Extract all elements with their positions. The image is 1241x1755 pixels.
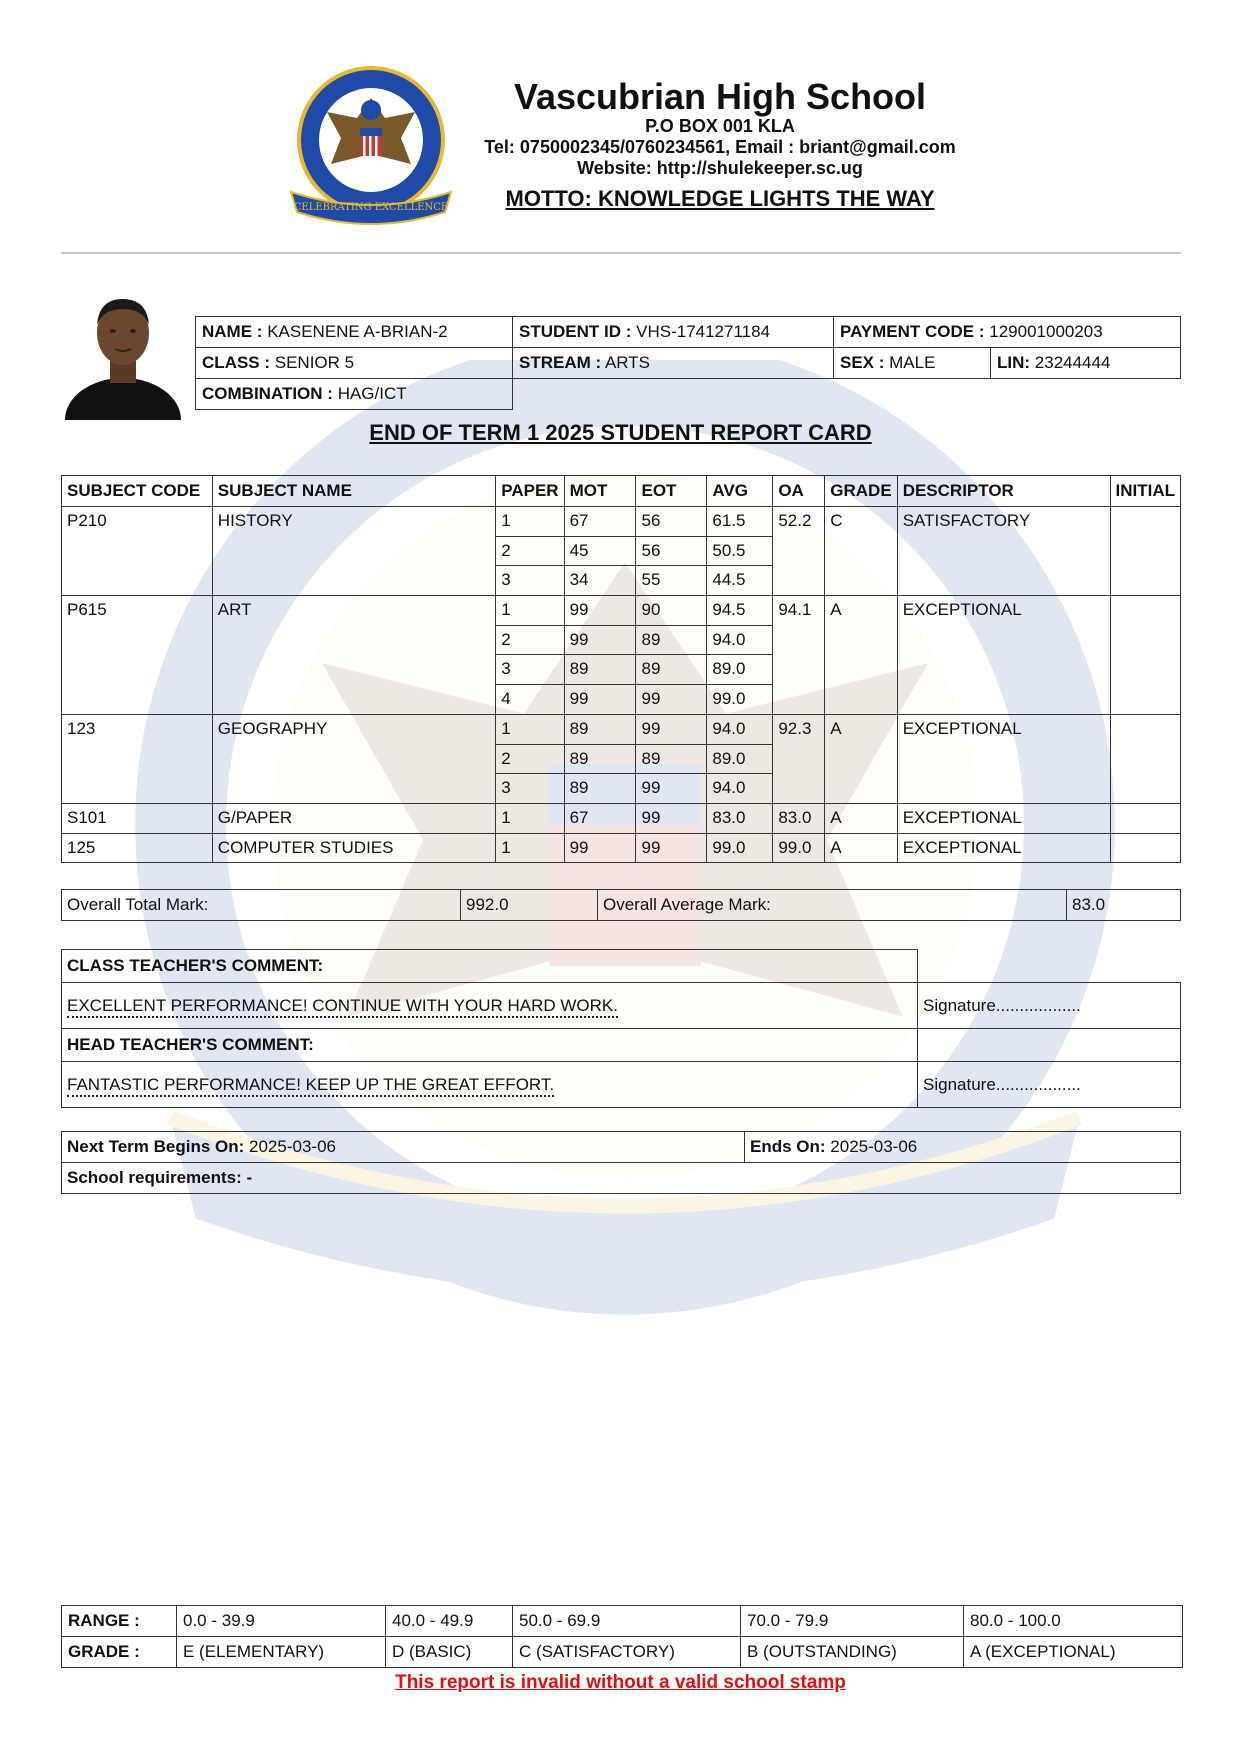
lin-cell: LIN: 23244444 — [991, 348, 1181, 379]
paper-number: 3 — [496, 655, 564, 685]
school-motto: MOTTO: KNOWLEDGE LIGHTS THE WAY — [505, 186, 935, 211]
col-mot: MOT — [564, 476, 636, 507]
class-teacher-signature: Signature.................. — [918, 983, 1181, 1029]
paper-number: 2 — [496, 625, 564, 655]
mot-score: 67 — [564, 507, 636, 537]
subject-code: P615 — [62, 596, 213, 715]
col-descriptor: DESCRIPTOR — [897, 476, 1110, 507]
avg-score: 99.0 — [707, 833, 773, 863]
subject-descriptor: EXCEPTIONAL — [897, 714, 1110, 803]
avg-score: 94.0 — [707, 625, 773, 655]
subject-name: ART — [212, 596, 495, 715]
paper-number: 4 — [496, 685, 564, 715]
col-subject-name: SUBJECT NAME — [212, 476, 495, 507]
overall-average: 92.3 — [773, 714, 825, 803]
avg-score: 89.0 — [707, 744, 773, 774]
paper-number: 2 — [496, 536, 564, 566]
total-mark-label: Overall Total Mark: — [62, 890, 461, 921]
student-id: VHS-1741271184 — [636, 322, 771, 341]
mot-score: 89 — [564, 744, 636, 774]
class-teacher-comment-cell — [62, 983, 918, 1029]
head-teacher-comment-label: HEAD TEACHER'S COMMENT: — [62, 1029, 918, 1062]
grading-legend-table — [61, 1605, 1183, 1668]
subject-grade: C — [825, 507, 897, 596]
school-logo — [283, 60, 459, 236]
mot-score: 89 — [564, 774, 636, 804]
paper-number: 1 — [496, 803, 564, 833]
mot-score: 34 — [564, 566, 636, 596]
paper-number: 1 — [496, 507, 564, 537]
avg-score: 99.0 — [707, 685, 773, 715]
col-paper: PAPER — [496, 476, 564, 507]
total-mark-value: 992.0 — [461, 890, 598, 921]
mot-score: 99 — [564, 685, 636, 715]
avg-score: 83.0 — [707, 803, 773, 833]
student-stream: ARTS — [604, 353, 651, 372]
eot-score: 99 — [636, 833, 707, 863]
average-mark-value: 83.0 — [1067, 890, 1181, 921]
eot-score: 55 — [636, 566, 707, 596]
col-avg: AVG — [707, 476, 773, 507]
comments-table — [61, 949, 1181, 1108]
range-cell: 80.0 - 100.0 — [964, 1606, 1183, 1637]
subject-code: 125 — [62, 833, 213, 863]
subject-name: HISTORY — [212, 507, 495, 596]
table-row — [62, 596, 1181, 626]
subject-grade: A — [825, 833, 897, 863]
student-class: SENIOR 5 — [274, 353, 355, 372]
paper-number: 1 — [496, 833, 564, 863]
head-teacher-comment: FANTASTIC PERFORMANCE! KEEP UP THE GREAT EFFORT. — [67, 1075, 554, 1097]
col-initial: INITIAL — [1110, 476, 1181, 507]
totals-table — [61, 889, 1181, 921]
avg-score: 94.0 — [707, 774, 773, 804]
range-label: RANGE : — [62, 1606, 177, 1637]
sex-cell: SEX : MALE — [834, 348, 991, 379]
overall-average: 99.0 — [773, 833, 825, 863]
term-ends-cell: Ends On: 2025-03-06 — [745, 1132, 1181, 1163]
subject-initial — [1110, 714, 1181, 803]
avg-score: 94.5 — [707, 596, 773, 626]
col-subject-code: SUBJECT CODE — [62, 476, 213, 507]
grade-row — [62, 1637, 1183, 1668]
stream-cell: STREAM : ARTS — [513, 348, 834, 379]
subject-name: COMPUTER STUDIES — [212, 833, 495, 863]
mot-score: 89 — [564, 655, 636, 685]
subject-grade: A — [825, 596, 897, 715]
subject-name: GEOGRAPHY — [212, 714, 495, 803]
school-contact: Tel: 0750002345/0760234561, Email : briant@gmail.com — [484, 137, 956, 157]
mot-score: 99 — [564, 833, 636, 863]
table-row — [62, 803, 1181, 833]
range-cell: 0.0 - 39.9 — [177, 1606, 386, 1637]
school-requirements: - — [246, 1168, 253, 1187]
overall-average: 83.0 — [773, 803, 825, 833]
school-requirements-cell: School requirements: - — [62, 1163, 1181, 1194]
paper-number: 3 — [496, 774, 564, 804]
class-teacher-comment-label: CLASS TEACHER'S COMMENT: — [62, 950, 918, 983]
head-teacher-signature: Signature.................. — [918, 1062, 1181, 1108]
marks-table — [61, 475, 1181, 863]
student-info-table — [195, 316, 1181, 410]
school-website: Website: http://shulekeeper.sc.ug — [577, 158, 863, 178]
range-cell: 40.0 - 49.9 — [386, 1606, 513, 1637]
range-row — [62, 1606, 1183, 1637]
eot-score: 99 — [636, 685, 707, 715]
overall-average: 94.1 — [773, 596, 825, 715]
overall-average: 52.2 — [773, 507, 825, 596]
svg-text:CELEBRATING EXCELLENCE: CELEBRATING EXCELLENCE — [293, 202, 449, 213]
subject-grade: A — [825, 714, 897, 803]
student-id-cell: STUDENT ID : VHS-1741271184 — [513, 317, 834, 348]
student-photo — [63, 285, 183, 420]
head-teacher-comment-cell — [62, 1062, 918, 1108]
col-eot: EOT — [636, 476, 707, 507]
report-title: END OF TERM 1 2025 STUDENT REPORT CARD — [369, 420, 872, 445]
avg-score: 94.0 — [707, 714, 773, 744]
grade-cell: D (BASIC) — [386, 1637, 513, 1668]
col-oa: OA — [773, 476, 825, 507]
range-cell: 50.0 - 69.9 — [513, 1606, 741, 1637]
subject-initial — [1110, 803, 1181, 833]
table-row — [62, 714, 1181, 744]
payment-code-cell: PAYMENT CODE : 129001000203 — [834, 317, 1181, 348]
eot-score: 56 — [636, 507, 707, 537]
subject-initial — [1110, 596, 1181, 715]
mot-score: 99 — [564, 625, 636, 655]
invalid-notice: This report is invalid without a valid school stamp — [395, 1672, 846, 1693]
name-cell: NAME : KASENENE A-BRIAN-2 — [196, 317, 513, 348]
school-name: Vascubrian High School — [513, 76, 927, 117]
mot-score: 89 — [564, 714, 636, 744]
next-term-table — [61, 1131, 1181, 1194]
subject-initial — [1110, 507, 1181, 596]
student-name: KASENENE A-BRIAN-2 — [267, 322, 448, 341]
eot-score: 90 — [636, 596, 707, 626]
table-row — [62, 507, 1181, 537]
subject-grade: A — [825, 803, 897, 833]
average-mark-label: Overall Average Mark: — [598, 890, 1067, 921]
paper-number: 2 — [496, 744, 564, 774]
mot-score: 99 — [564, 596, 636, 626]
eot-score: 99 — [636, 803, 707, 833]
subject-initial — [1110, 833, 1181, 863]
student-sex: MALE — [889, 353, 936, 372]
report-header — [0, 0, 1241, 260]
col-grade: GRADE — [825, 476, 897, 507]
eot-score: 56 — [636, 536, 707, 566]
subject-descriptor: EXCEPTIONAL — [897, 833, 1110, 863]
paper-number: 1 — [496, 596, 564, 626]
subject-code: P210 — [62, 507, 213, 596]
subject-descriptor: EXCEPTIONAL — [897, 596, 1110, 715]
mot-score: 67 — [564, 803, 636, 833]
table-row — [62, 833, 1181, 863]
class-cell: CLASS : SENIOR 5 — [196, 348, 513, 379]
payment-code: 129001000203 — [989, 322, 1103, 341]
grade-cell: C (SATISFACTORY) — [513, 1637, 741, 1668]
class-teacher-comment: EXCELLENT PERFORMANCE! CONTINUE WITH YOUR HARD WORK. — [67, 996, 618, 1018]
next-term-begins-cell: Next Term Begins On: 2025-03-06 — [62, 1132, 745, 1163]
eot-score: 89 — [636, 625, 707, 655]
grade-cell: E (ELEMENTARY) — [177, 1637, 386, 1668]
term-ends: 2025-03-06 — [830, 1137, 918, 1156]
avg-score: 89.0 — [707, 655, 773, 685]
eot-score: 99 — [636, 714, 707, 744]
student-lin: 23244444 — [1034, 353, 1111, 372]
avg-score: 61.5 — [707, 507, 773, 537]
range-cell: 70.0 - 79.9 — [741, 1606, 964, 1637]
subject-code: 123 — [62, 714, 213, 803]
next-term-begins: 2025-03-06 — [249, 1137, 336, 1156]
school-address: P.O BOX 001 KLA — [645, 116, 795, 136]
mot-score: 45 — [564, 536, 636, 566]
combination-cell: COMBINATION : HAG/ICT — [196, 379, 513, 410]
paper-number: 3 — [496, 566, 564, 596]
subject-code: S101 — [62, 803, 213, 833]
subject-descriptor: EXCEPTIONAL — [897, 803, 1110, 833]
paper-number: 1 — [496, 714, 564, 744]
eot-score: 99 — [636, 774, 707, 804]
avg-score: 44.5 — [707, 566, 773, 596]
avg-score: 50.5 — [707, 536, 773, 566]
grade-cell: B (OUTSTANDING) — [741, 1637, 964, 1668]
grade-label: GRADE : — [62, 1637, 177, 1668]
header-divider — [61, 252, 1181, 254]
eot-score: 89 — [636, 655, 707, 685]
subject-name: G/PAPER — [212, 803, 495, 833]
marks-header-row — [62, 476, 1181, 507]
eot-score: 89 — [636, 744, 707, 774]
grade-cell: A (EXCEPTIONAL) — [964, 1637, 1183, 1668]
subject-descriptor: SATISFACTORY — [897, 507, 1110, 596]
student-combination: HAG/ICT — [337, 384, 407, 403]
